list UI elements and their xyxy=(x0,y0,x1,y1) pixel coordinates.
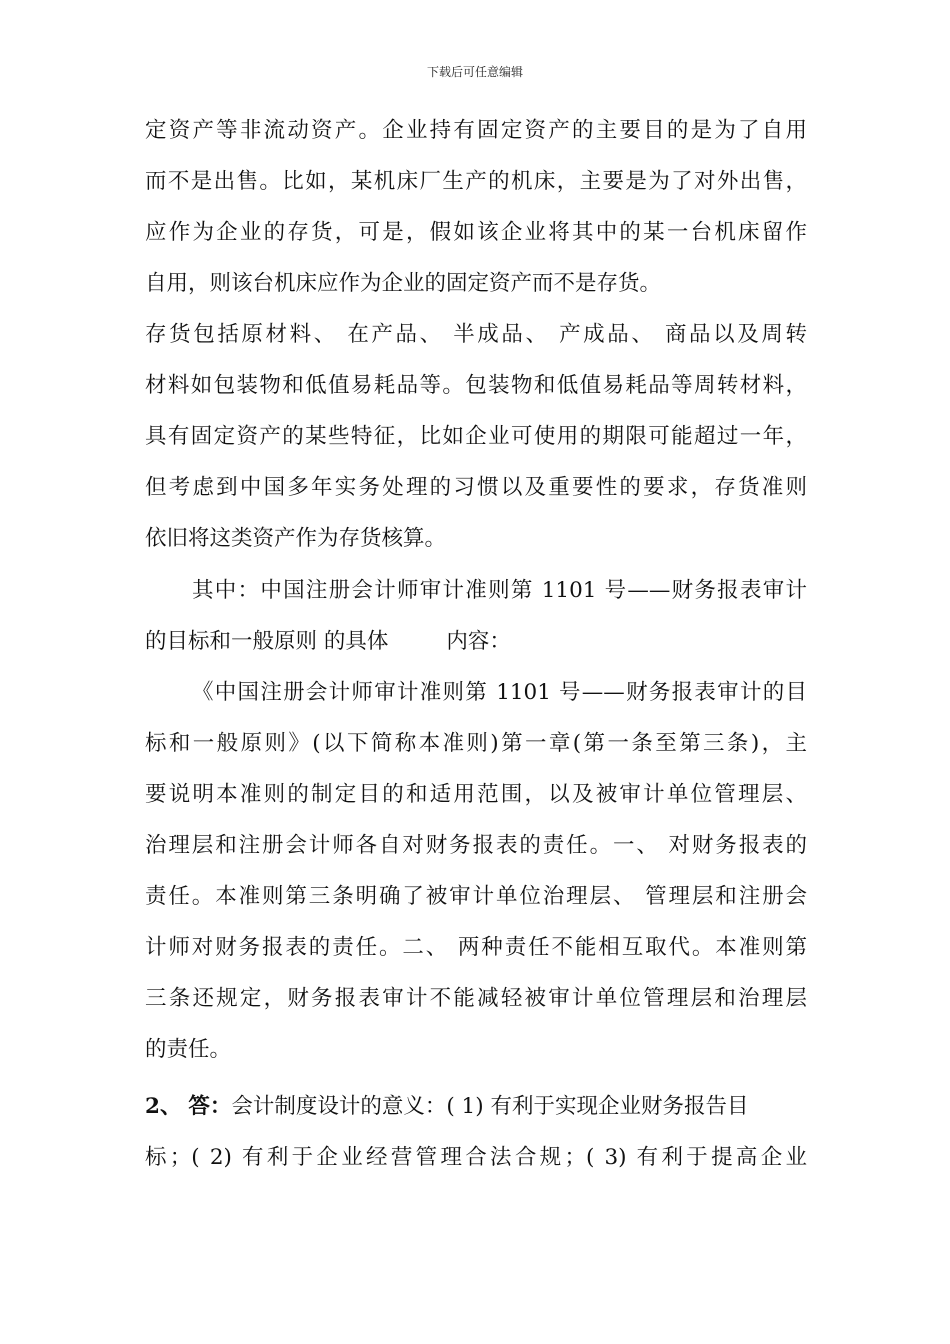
paragraph-1-line-2: 而不是出售。比如，某机床厂生产的机床，主要是为了对外出售， xyxy=(145,169,807,194)
answer-2-line-1-text: 会计制度设计的意义：( 1) 有利于实现企业财务报告目 xyxy=(231,1094,749,1119)
paragraph-4-line-3: 要说明本准则的制定目的和适用范围，以及被审计单位管理层、 xyxy=(145,782,807,807)
paragraph-4-line-4: 治理层和注册会计师各自对财务报表的责任。一、 对财务报表的 xyxy=(145,833,807,858)
paragraph-2-line-3: 具有固定资产的某些特征，比如企业可使用的期限可能超过一年， xyxy=(145,424,807,449)
paragraph-2-line-5: 依旧将这类资产作为存货核算。 xyxy=(145,526,447,551)
paragraph-2-line-1: 存货包括原材料、 在产品、 半成品、 产成品、 商品以及周转 xyxy=(145,322,807,347)
paragraph-4-line-8: 的责任。 xyxy=(145,1037,232,1062)
paragraph-3-line-1: 其中：中国注册会计师审计准则第 1101 号——财务报表审计 xyxy=(192,578,807,603)
paragraph-4-line-7: 三条还规定，财务报表审计不能减轻被审计单位管理层和治理层 xyxy=(145,986,807,1011)
paragraph-2-line-2: 材料如包装物和低值易耗品等。包装物和低值易耗品等周转材料， xyxy=(145,373,807,398)
paragraph-2-line-4: 但考虑到中国多年实务处理的习惯以及重要性的要求，存货准则 xyxy=(145,475,807,500)
answer-label: 答： xyxy=(188,1094,232,1119)
answer-number: 2、 xyxy=(145,1094,182,1119)
paragraph-4-line-5: 责任。本准则第三条明确了被审计单位治理层、 管理层和注册会 xyxy=(145,884,807,909)
paragraph-1-line-1: 定资产等非流动资产。企业持有固定资产的主要目的是为了自用 xyxy=(145,118,807,143)
answer-2-line-1 xyxy=(145,1092,807,1122)
paragraph-4-line-1: 《中国注册会计师审计准则第 1101 号——财务报表审计的目 xyxy=(192,680,807,705)
paragraph-3-line-2 xyxy=(145,627,807,657)
paragraph-1-line-4: 自用，则该台机床应作为企业的固定资产而不是存货。 xyxy=(145,271,662,296)
paragraph-1-line-3: 应作为企业的存货，可是，假如该企业将其中的某一台机床留作 xyxy=(145,220,807,245)
paragraph-4-line-2: 标和一般原则》(以下简称本准则)第一章(第一条至第三条)，主 xyxy=(145,731,807,756)
answer-2-line-2: 标；( 2) 有利于企业经营管理合法合规；( 3) 有利于提高企业 xyxy=(145,1145,807,1170)
paragraph-3-line-2-part-b: 内容： xyxy=(446,629,511,654)
paragraph-4-line-6: 计师对财务报表的责任。二、 两种责任不能相互取代。本准则第 xyxy=(145,935,807,960)
paragraph-3-line-2-part-a: 的目标和一般原则 的具体 xyxy=(145,629,389,654)
page-header: 下载后可任意编辑 xyxy=(426,65,523,79)
